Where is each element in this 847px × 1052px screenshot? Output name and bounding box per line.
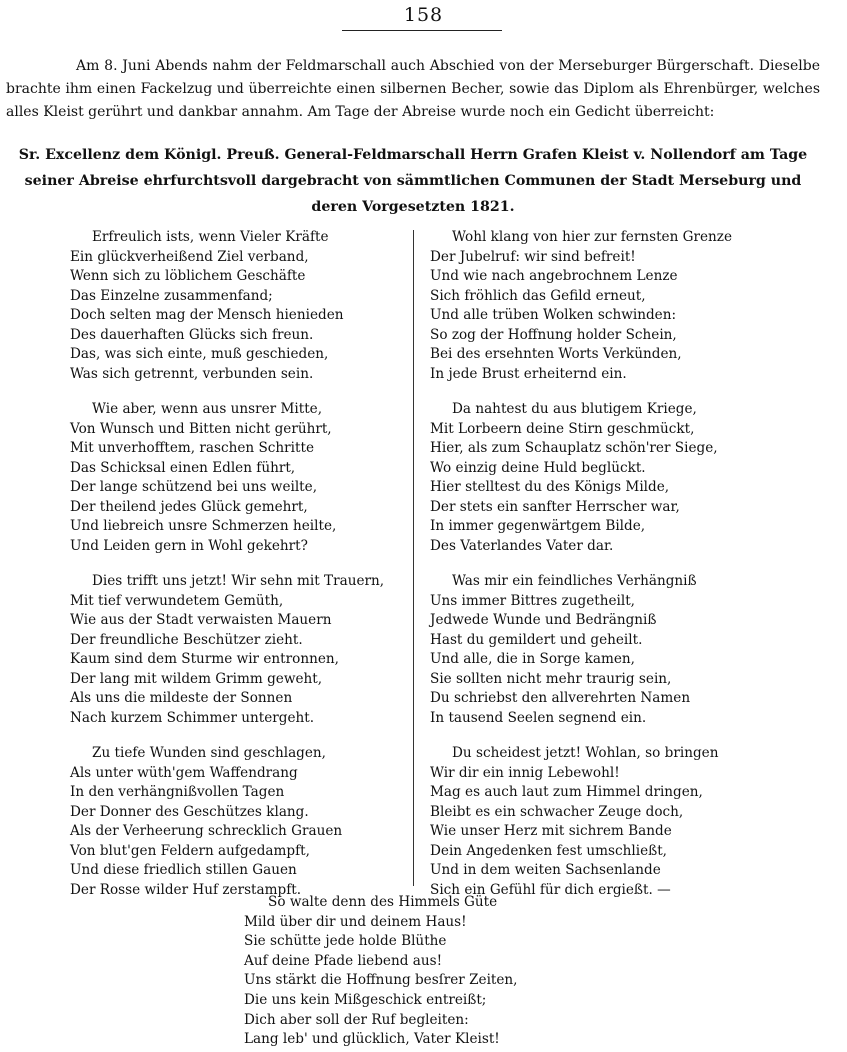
poem-line: Hier stelltest du des Königs Milde,: [430, 479, 670, 495]
poem-heading: Sr. Excellenz dem Königl. Preuß. General-Feldmarschall Herrn Grafen Kleist v. Nollendorf am Tage seiner Abreise ehrfurchtsvoll dargebracht von sämmtlichen Communen der Stadt Merseburg und deren Vorgesetzten 1821.: [18, 147, 808, 215]
poem-line: Du schriebst den allverehrten Namen: [430, 690, 691, 706]
left-stanza: [70, 228, 410, 384]
poem-line: Nach kurzem Schimmer untergeht.: [70, 709, 315, 726]
poem-line: Und Leiden gern in Wohl gekehrt?: [70, 537, 308, 554]
poem-line: Bleibt es ein schwacher Zeuge doch,: [430, 803, 684, 820]
poem-line: Und wie nach angebrochnem Lenze: [430, 268, 678, 284]
poem-right-column: [430, 228, 770, 916]
poem-line: In den verhängnißvollen Tagen: [70, 784, 285, 800]
poem-line: Auf deine Pfade liebend aus!: [244, 952, 443, 969]
poem-line: Kaum sind dem Sturme wir entronnen,: [70, 651, 339, 667]
poem-line: Dies trifft uns jetzt! Wir sehn mit Trauern,: [92, 573, 385, 589]
poem-line: Mag es auch laut zum Himmel dringen,: [430, 784, 703, 800]
poem-line: Von blut'gen Feldern aufgedampft,: [70, 842, 310, 859]
poem-line: Der freundliche Beschützer zieht.: [70, 631, 303, 648]
right-stanza: [430, 228, 770, 384]
poem-final-stanza: [244, 893, 624, 1050]
poem-line: Jedwede Wunde und Bedrängniß: [430, 612, 657, 628]
poem-line: Hast du gemildert und geheilt.: [430, 631, 643, 648]
poem-line: Und diese friedlich stillen Gauen: [70, 862, 297, 878]
poem-line: Zu tiefe Wunden sind geschlagen,: [92, 745, 326, 761]
poem-line: Du scheidest jetzt! Wohlan, so bringen: [452, 745, 719, 761]
poem-line: Ein glückverheißend Ziel verband,: [70, 248, 309, 265]
poem-line: Wir dir ein innig Lebewohl!: [430, 764, 620, 781]
poem-line: So walte denn des Himmels Güte: [268, 894, 498, 910]
poem-line: Lang leb' und glücklich, Vater Kleist!: [244, 1031, 500, 1048]
poem-line: Des Vaterlandes Vater dar.: [430, 537, 614, 554]
poem-line: Und alle, die in Sorge kamen,: [430, 651, 635, 667]
poem-line: Sie sollten nicht mehr traurig sein,: [430, 670, 672, 687]
poem-line: Mit unverhofftem, raschen Schritte: [70, 440, 314, 456]
poem-line: Wie aus der Stadt verwaisten Mauern: [70, 612, 332, 628]
poem-line: Mit Lorbeern deine Stirn geschmückt,: [430, 420, 695, 437]
poem-left-column: [70, 228, 410, 916]
poem-line: Mild über dir und deinem Haus!: [244, 913, 467, 930]
right-stanza: [430, 400, 770, 556]
poem-line: Der Donner des Geschützes klang.: [70, 803, 309, 820]
poem-line: Und in dem weiten Sachsenlande: [430, 862, 661, 878]
intro-paragraph: Am 8. Juni Abends nahm der Feldmarschall auch Abschied von der Merseburger Bürgerschaft. Dieselbe brachte ihm einen Fackelzug und überreichte einen silbernen Becher, sowie das Diplom als Ehrenbürger, welches alles Kleist gerührt und dankbar annahm. Am Tage der Abreise wurde noch ein Gedicht überreicht:: [6, 58, 820, 120]
poem-line: Der stets ein sanfter Herrscher war,: [430, 498, 680, 515]
poem-line: Wenn sich zu löblichem Geschäfte: [70, 268, 306, 284]
poem-line: Wie unser Herz mit sichrem Bande: [430, 823, 672, 839]
column-divider: [413, 230, 414, 886]
poem-line: Erfreulich ists, wenn Vieler Kräfte: [92, 229, 329, 245]
poem-line: Sich fröhlich das Gefild erneut,: [430, 287, 646, 304]
poem-line: Als der Verheerung schrecklich Grauen: [70, 823, 343, 839]
page-number-rule: [342, 30, 502, 31]
poem-line: Das Schicksal einen Edlen führt,: [70, 459, 296, 476]
poem-line: Dich aber soll der Ruf begleiten:: [244, 1011, 469, 1028]
poem-line: Da nahtest du aus blutigem Kriege,: [452, 401, 697, 417]
poem-line: Und alle trüben Wolken schwinden:: [430, 307, 677, 323]
poem-line: Von Wunsch und Bitten nicht gerührt,: [70, 420, 332, 437]
page-number: 158: [403, 4, 444, 26]
poem-line: Das, was sich einte, muß geschieden,: [70, 346, 329, 362]
left-stanza: [70, 400, 410, 556]
right-stanza: [430, 744, 770, 900]
poem-line: Des dauerhaften Glücks sich freun.: [70, 326, 314, 343]
poem-line: Als uns die mildeste der Sonnen: [70, 690, 293, 706]
poem-line: Sie schütte jede holde Blüthe: [244, 933, 447, 950]
poem-line: Wie aber, wenn aus unsrer Mitte,: [92, 401, 323, 417]
poem-line: Was mir ein feindliches Verhängniß: [452, 573, 697, 589]
poem-line: So zog der Hoffnung holder Schein,: [430, 326, 677, 343]
poem-line: In jede Brust erheiternd ein.: [430, 365, 627, 382]
poem-line: Hier, als zum Schauplatz schön'rer Siege,: [430, 440, 718, 456]
left-stanza: [70, 572, 410, 728]
poem-line: Als unter wüth'gem Waffendrang: [70, 764, 298, 781]
poem-line: Der lang mit wildem Grimm geweht,: [70, 670, 323, 687]
poem-line: Wohl klang von hier zur fernsten Grenze: [452, 229, 733, 245]
poem-line: Dein Angedenken fest umschließt,: [430, 842, 667, 859]
right-stanza: [430, 572, 770, 728]
poem-line: Der lange schützend bei uns weilte,: [70, 479, 318, 495]
poem-line: Der Jubelruf: wir sind befreit!: [430, 248, 636, 265]
left-stanza: [70, 744, 410, 900]
poem-line: In immer gegenwärtgem Bilde,: [430, 518, 646, 534]
poem-line: Doch selten mag der Mensch hienieden: [70, 307, 344, 323]
poem-line: Uns immer Bittres zugetheilt,: [430, 592, 636, 609]
poem-line: In tausend Seelen segnend ein.: [430, 709, 647, 726]
poem-line: Die uns kein Mißgeschick entreißt;: [244, 991, 487, 1008]
poem-line: Wo einzig deine Huld beglückt.: [430, 459, 646, 476]
poem-line: Uns stärkt die Hoffnung besſrer Zeiten,: [244, 972, 518, 989]
poem-line: Was sich getrennt, verbunden sein.: [70, 365, 314, 382]
poem-line: Der theilend jedes Glück gemehrt,: [70, 498, 308, 515]
poem-line: Und liebreich unsre Schmerzen heilte,: [70, 518, 337, 534]
poem-line: Der Rosse wilder Huf zerstampft.: [70, 881, 302, 898]
poem-line: Das Einzelne zusammenfand;: [70, 287, 273, 304]
poem-line: Mit tief verwundetem Gemüth,: [70, 592, 284, 609]
poem-line: Bei des ersehnten Worts Verkünden,: [430, 346, 682, 362]
poem-line: Sich ein Gefühl für dich ergießt. —: [430, 881, 671, 898]
